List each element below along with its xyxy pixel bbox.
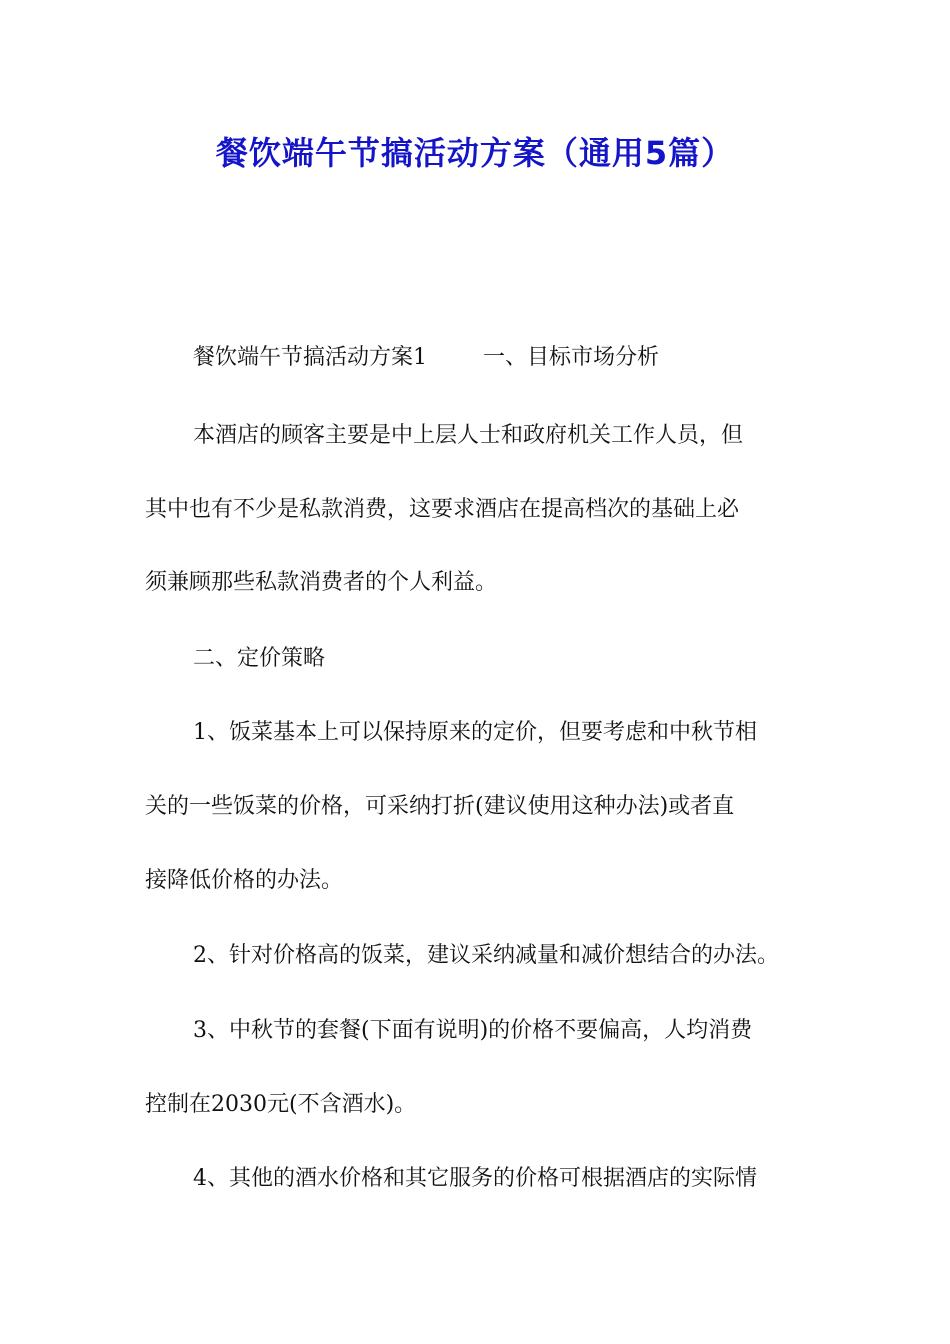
paragraph-line: 2、针对价格高的饭菜，建议采纳减量和减价想结合的办法。 <box>193 943 779 968</box>
section-heading: 二、定价策略 <box>193 646 326 671</box>
paragraph-line: 须兼顾那些私款消费者的个人利益。 <box>145 570 498 595</box>
paragraph-line: 控制在2030元(不含酒水)。 <box>145 1092 417 1117</box>
paragraph-line: 4、其他的酒水价格和其它服务的价格可根据酒店的实际情 <box>193 1166 757 1191</box>
paragraph-line: 关的一些饭菜的价格，可采纳打折(建议使用这种办法)或者直 <box>145 794 735 819</box>
paragraph-line: 1、饭菜基本上可以保持原来的定价，但要考虑和中秋节相 <box>193 720 757 745</box>
section-heading-line <box>193 343 659 373</box>
paragraph-line: 3、中秋节的套餐(下面有说明)的价格不要偏高，人均消费 <box>193 1018 753 1043</box>
plan-heading: 餐饮端午节搞活动方案1 <box>193 345 427 370</box>
section-heading: 一、目标市场分析 <box>483 345 660 370</box>
document-title: 餐饮端午节搞活动方案（通用5篇） <box>215 134 735 172</box>
paragraph-line: 其中也有不少是私款消费，这要求酒店在提高档次的基础上必 <box>145 497 740 522</box>
paragraph-line: 接降低价格的办法。 <box>145 868 344 893</box>
paragraph-line: 本酒店的顾客主要是中上层人士和政府机关工作人员，但 <box>193 423 744 448</box>
